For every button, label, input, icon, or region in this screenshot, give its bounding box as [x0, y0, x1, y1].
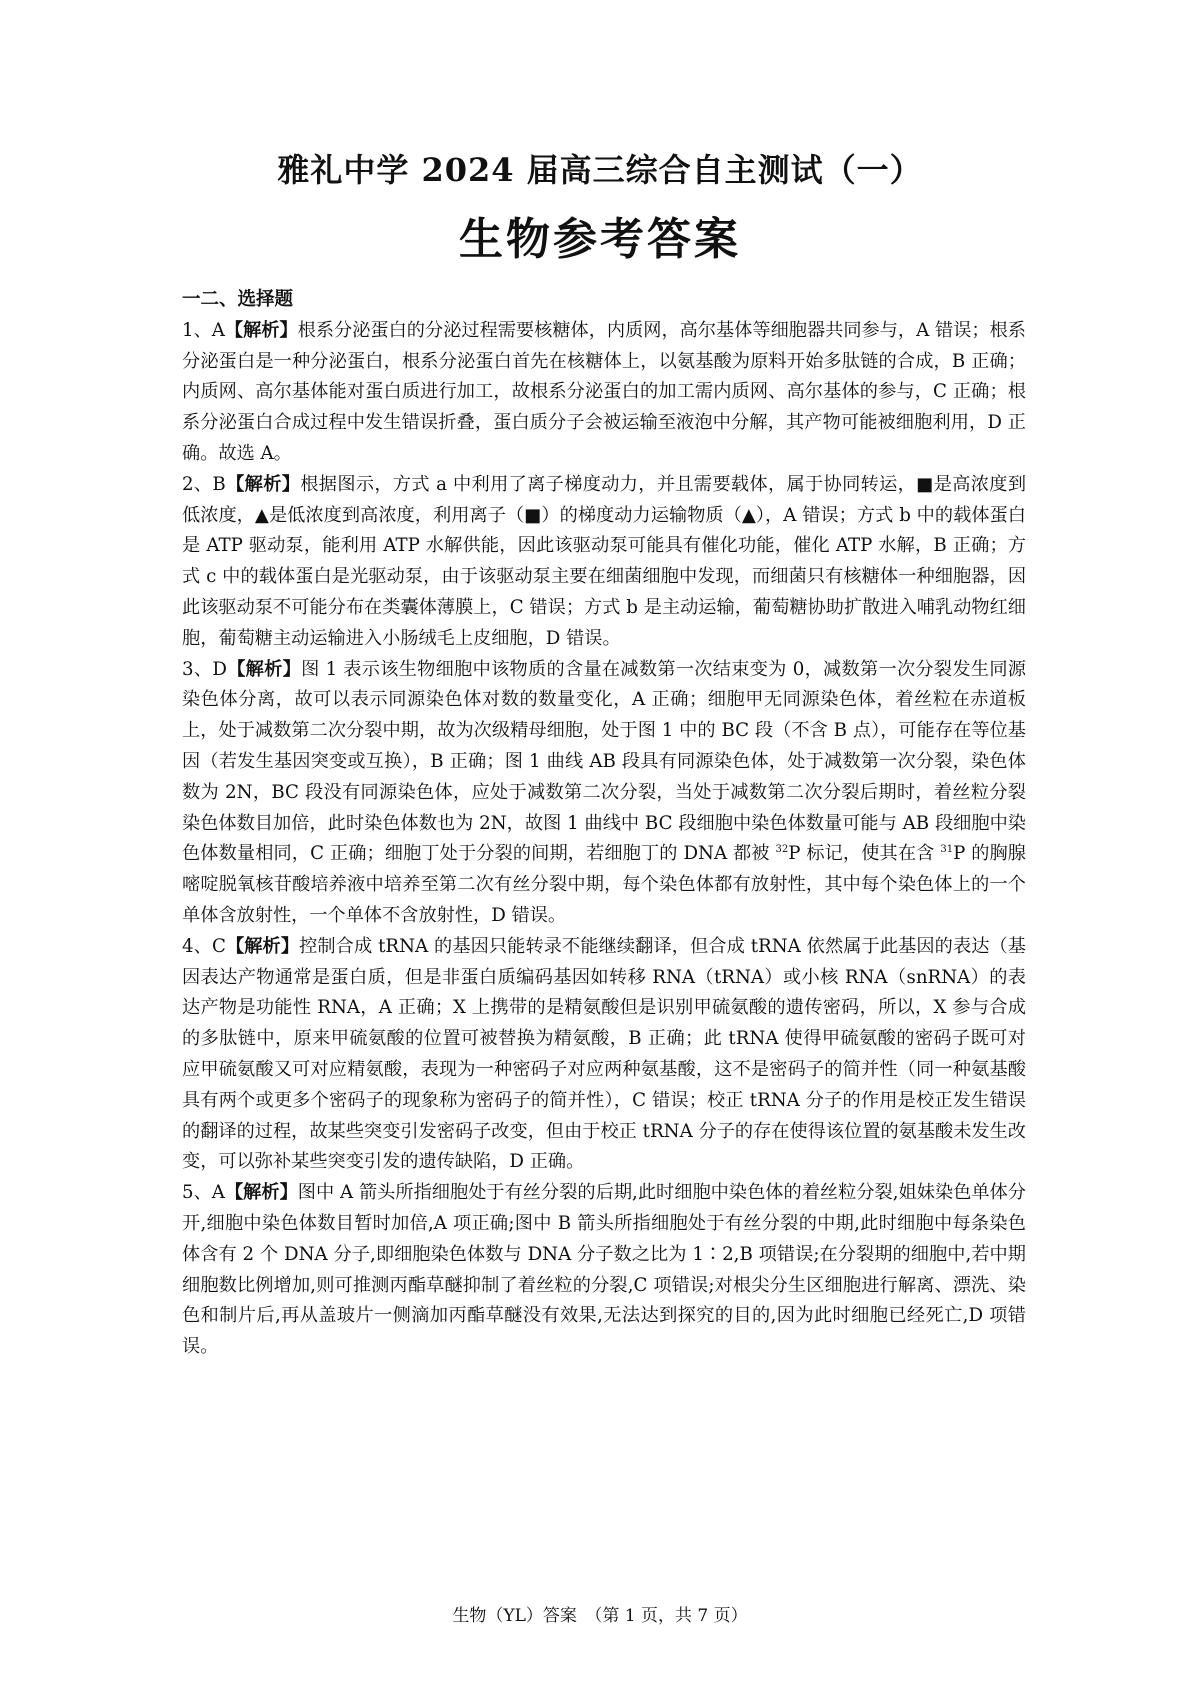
document-title: 雅礼中学 2024 届高三综合自主测试（一） — [277, 151, 923, 189]
answer-item-text: P 标记，使其在含 — [788, 843, 941, 865]
section-heading: 一二、选择题 — [182, 289, 294, 310]
answer-item-prefix: 5、A — [182, 1182, 225, 1204]
answer-item-5 — [182, 1178, 1026, 1363]
answer-item-text: 控制合成 tRNA 的基因只能转录不能继续翻译，但合成 tRNA 依然属于此基因的表达（基因表达产物通常是蛋白质，但是非蛋白质编码基因如转移 RNA（tRNA）或小核 RNA（snRNA）的表达产物是功能性 RNA，A 正确；X 上携带的是精氨酸但是识别甲硫氨酸的遗传密码，所以，X 参与合成的多肽链中，原来甲硫氨酸的位置可被替换为精氨酸，B 正确；此 tRNA 使得甲硫氨酸的密码子既可对应甲硫氨酸又可对应精氨酸，表现为一种密码子对应两种氨基酸，这不是密码子的简并性（同一种氨基酸具有两个或更多个密码子的现象称为密码子的简并性），C 错误；校正 tRNA 分子的作用是校正发生错误的翻译的过程，故某些突变引发密码子改变，但由于校正 tRNA 分子的存在使得该位置的氨基酸未发生改变，可以弥补某些突变引发的遗传缺陷，D 正确。 — [182, 935, 1026, 1173]
analysis-tag: 【解析】 — [226, 658, 302, 680]
analysis-tag: 【解析】 — [225, 935, 300, 957]
answer-item-prefix: 2、B — [182, 473, 226, 495]
answer-content — [182, 285, 1026, 1363]
isotope-superscript: 32 — [775, 844, 789, 856]
answer-item-text: 图 1 表示该生物细胞中该物质的含量在减数第一次结束变为 0，减数第一次分裂发生同源染色体分离，故可以表示同源染色体对数的数量变化，A 正确；细胞甲无同源染色体，着丝粒在赤道板上，处于减数第二次分裂中期，故为次级精母细胞，处于图 1 中的 BC 段（不含 B 点），可能存在等位基因（若发生基因突变或互换），B 正确；图 1 曲线 AB 段具有同源染色体，处于减数第一次分裂，染色体数为 2N，BC 段没有同源染色体，应处于减数第二次分裂，当处于减数第二次分裂后期时，着丝粒分裂染色体数目加倍，此时染色体数也为 2N，故图 1 曲线中 BC 段细胞中染色体数量可能与 AB 段细胞中染色体数量相同，C 正确；细胞丁处于分裂的间期，若细胞丁的 DNA 都被 — [182, 658, 1026, 865]
analysis-tag: 【解析】 — [224, 319, 298, 341]
document-subtitle: 生物参考答案 — [459, 214, 741, 265]
answer-item-text: P 的胸腺嘧啶脱氧核苷酸培养液中培养至第二次有丝分裂中期，每个染色体都有放射性，其中每个染色体上的一个单体含放射性，一个单体不含放射性，D 错误。 — [182, 843, 1026, 926]
answer-item-1 — [182, 316, 1026, 470]
isotope-superscript: 31 — [940, 844, 954, 856]
answer-item-prefix: 1、A — [182, 319, 225, 341]
answer-item-prefix: 3、D — [182, 658, 227, 680]
answer-item-prefix: 4、C — [182, 935, 226, 957]
answer-item-text: 图中 A 箭头所指细胞处于有丝分裂的后期,此时细胞中染色体的着丝粒分裂,姐妹染色单体分开,细胞中染色体数目暂时加倍,A 项正确;图中 B 箭头所指细胞处于有丝分裂的中期,此时细胞中每条染色体含有 2 个 DNA 分子,即细胞染色体数与 DNA 分子数之比为 1∶2,B 项错误;在分裂期的细胞中,若中期细胞数比例增加,则可推测丙酯草醚抑制了着丝粒的分裂,C 项错误;对根尖分生区细胞进行解离、漂洗、染色和制片后,再从盖玻片一侧滴加丙酯草醚没有效果,无法达到探究的目的,因为此时细胞已经死亡,D 项错误。 — [182, 1182, 1026, 1358]
answer-item-4 — [182, 932, 1026, 1178]
answer-item-2 — [182, 470, 1026, 655]
analysis-tag: 【解析】 — [224, 1182, 298, 1204]
answer-item-text: 根据图示，方式 a 中利用了离子梯度动力，并且需要载体，属于协同转运，■是高浓度到低浓度，▲是低浓度到高浓度，利用离子（■）的梯度动力运输物质（▲），A 错误；方式 b 中的载体蛋白是 ATP 驱动泵，能利用 ATP 水解供能，因此该驱动泵可能具有催化功能，催化 ATP 水解，B 正确；方式 c 中的载体蛋白是光驱动泵，由于该驱动泵主要在细菌细胞中发现，而细菌只有核糖体一种细胞器，因此该驱动泵不可能分布在类囊体薄膜上，C 错误；方式 b 是主动运输，葡萄糖协助扩散进入哺乳动物红细胞，葡萄糖主动运输进入小肠绒毛上皮细胞，D 错误。 — [182, 473, 1027, 649]
answer-item-3 — [182, 655, 1026, 932]
answer-item-text: 根系分泌蛋白的分泌过程需要核糖体，内质网，高尔基体等细胞器共同参与，A 错误；根系分泌蛋白是一种分泌蛋白，根系分泌蛋白首先在核糖体上，以氨基酸为原料开始多肽链的合成，B 正确；内质网、高尔基体能对蛋白质进行加工，故根系分泌蛋白的加工需内质网、高尔基体的参与，C 正确；根系分泌蛋白合成过程中发生错误折叠，蛋白质分子会被运输至液泡中分解，其产物可能被细胞利用，D 正确。故选 A。 — [182, 319, 1026, 464]
page-footer: 生物（YL）答案 （第 1 页，共 7 页） — [452, 1606, 748, 1626]
analysis-tag: 【解析】 — [225, 473, 301, 495]
